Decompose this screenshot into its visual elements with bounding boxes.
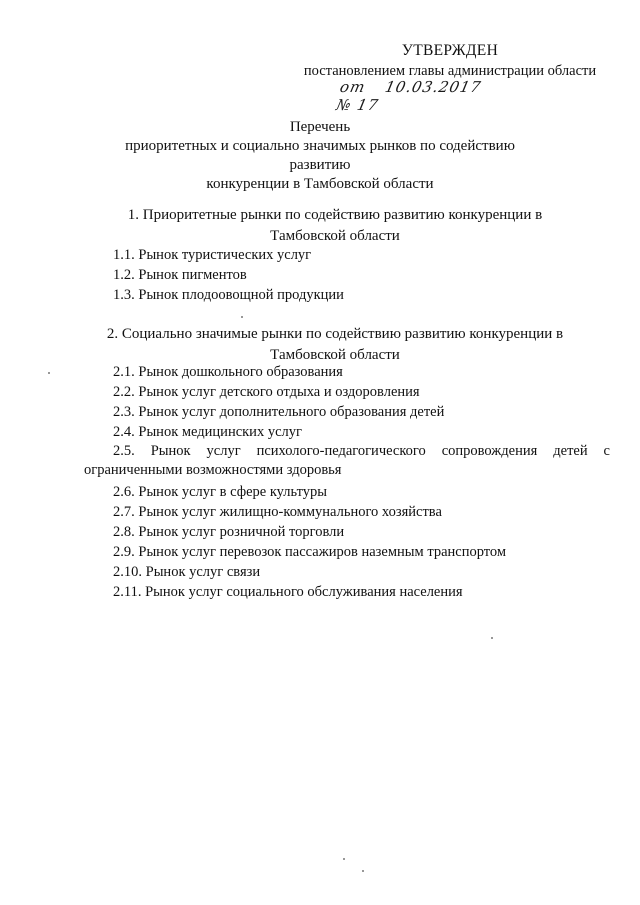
document-title: [100, 118, 540, 194]
handwritten-prefix: от: [338, 78, 368, 96]
handwritten-date-number: [334, 78, 542, 114]
list-item: 2.7. Рынок услуг жилищно-коммунального хозяйства: [113, 504, 442, 520]
title-line-2: приоритетных и социально значимых рынков по содействию развитию: [125, 138, 515, 173]
list-item: 2.9. Рынок услуг перевозок пассажиров наземным транспортом: [113, 544, 507, 560]
approval-stamp: [290, 42, 610, 80]
title-line-3: конкуренции в Тамбовской области: [206, 176, 434, 192]
section-1-heading-line-2: Тамбовской области: [270, 228, 400, 244]
list-item: 2.6. Рынок услуг в сфере культуры: [113, 484, 327, 500]
handwritten-number: № 17: [334, 96, 381, 114]
handwritten-date: 10.03.2017: [383, 78, 484, 96]
list-item: 1.3. Рынок плодоовощной продукции: [113, 287, 344, 303]
scan-speck: [491, 637, 493, 639]
list-item: [84, 442, 613, 482]
scan-speck: [241, 316, 243, 318]
list-item: 2.3. Рынок услуг дополнительного образования детей: [113, 404, 445, 420]
section-1-heading-line-1: 1. Приоритетные рынки по содействию развитию конкуренции в: [127, 207, 543, 223]
section-2-heading-line-2: Тамбовской области: [270, 347, 400, 363]
section-1-list: [113, 245, 613, 305]
approval-line: постановлением главы администрации области: [303, 63, 597, 79]
section-1-heading: [100, 205, 570, 247]
scan-speck: [48, 372, 50, 374]
list-item: 2.1. Рынок дошкольного образования: [113, 364, 343, 380]
list-item-line-1: 2.5. Рынок услуг психолого-педагогического сопровождения детей с: [113, 443, 610, 459]
section-2-list: [84, 362, 613, 602]
approval-title: УТВЕРЖДЕН: [401, 42, 499, 59]
list-item: 2.4. Рынок медицинских услуг: [113, 424, 302, 440]
title-line-1: Перечень: [289, 119, 351, 135]
list-item: 2.11. Рынок услуг социального обслуживания населения: [113, 584, 463, 600]
list-item: 2.2. Рынок услуг детского отдыха и оздоровления: [113, 384, 420, 400]
scan-speck: [343, 858, 345, 860]
list-item: 1.2. Рынок пигментов: [113, 267, 247, 283]
list-item: 1.1. Рынок туристических услуг: [113, 247, 312, 263]
list-item: 2.10. Рынок услуг связи: [113, 564, 261, 580]
scan-speck: [362, 870, 364, 872]
section-2-heading: [100, 324, 570, 366]
section-2-heading-line-1: 2. Социально значимые рынки по содействию развитию конкуренции в: [106, 326, 564, 342]
list-item-line-2: ограниченными возможностями здоровья: [84, 462, 342, 478]
list-item: 2.8. Рынок услуг розничной торговли: [113, 524, 345, 540]
